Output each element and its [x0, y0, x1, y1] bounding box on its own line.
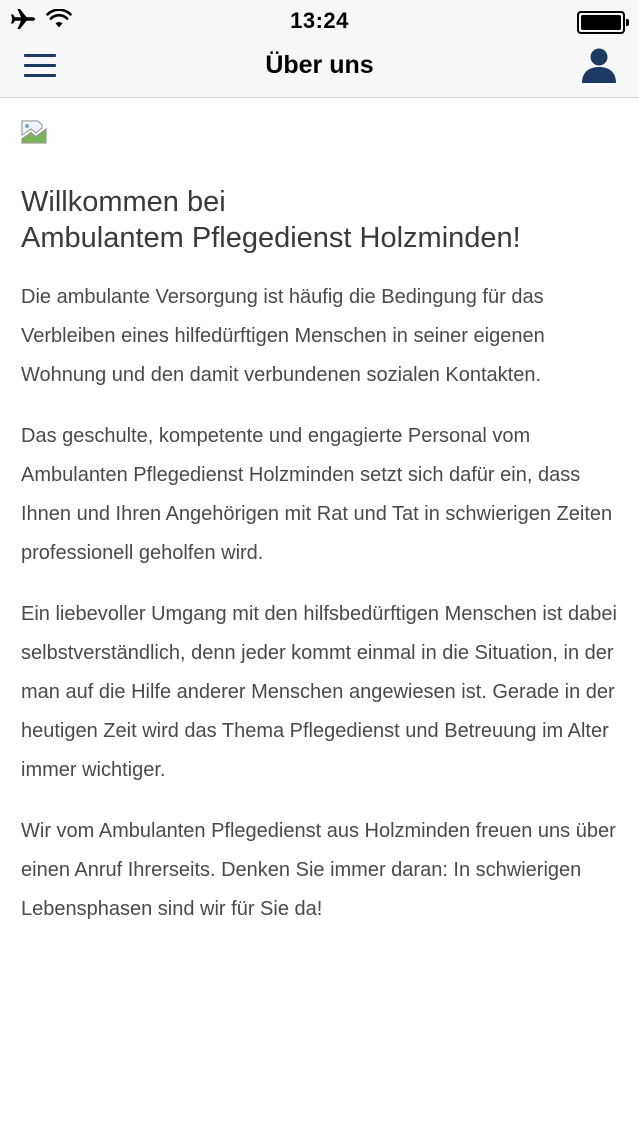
- page-title: Über uns: [265, 51, 374, 79]
- status-time: 13:24: [290, 8, 349, 33]
- intro-paragraph-1: Die ambulante Versorgung ist häufig die Bedingung für das Verbleiben eines hilfedürftigen Menschen in seiner eigenen Wohnung und den damit verbundenen sozialen Kontakten.: [21, 286, 545, 386]
- intro-paragraph-3: Ein liebevoller Umgang mit den hilfsbedürftigen Menschen ist dabei selbstverständlich, denn jeder kommt einmal in die Situation, in der man auf die Hilfe anderer Menschen angewiesen ist. Gerade in der heutigen Zeit wird das Thema Pflegedienst und Betreuung im Alter immer wichtiger.: [21, 603, 617, 781]
- navigation-bar: [0, 40, 639, 98]
- battery-icon: [577, 11, 629, 34]
- intro-paragraph-4: Wir vom Ambulanten Pflegedienst aus Holzminden freuen uns über einen Anruf Ihrerseits. Denken Sie immer daran: In schwierigen Lebensphasen sind wir für Sie da!: [21, 820, 616, 920]
- status-bar: [0, 0, 639, 40]
- intro-paragraph-2: Das geschulte, kompetente und engagierte Personal vom Ambulanten Pflegedienst Holzminden setzt sich dafür ein, dass Ihnen und Ihren Angehörigen mit Rat und Tat in schwierigen Zeiten professionell geholfen wird.: [21, 425, 613, 564]
- user-icon[interactable]: [579, 46, 619, 86]
- headline-line-2: Ambulantem Pflegedienst Holzminden!: [21, 222, 521, 254]
- welcome-headline: [21, 184, 621, 256]
- broken-image-icon: [21, 120, 47, 144]
- headline-line-1: Willkommen bei: [21, 186, 226, 218]
